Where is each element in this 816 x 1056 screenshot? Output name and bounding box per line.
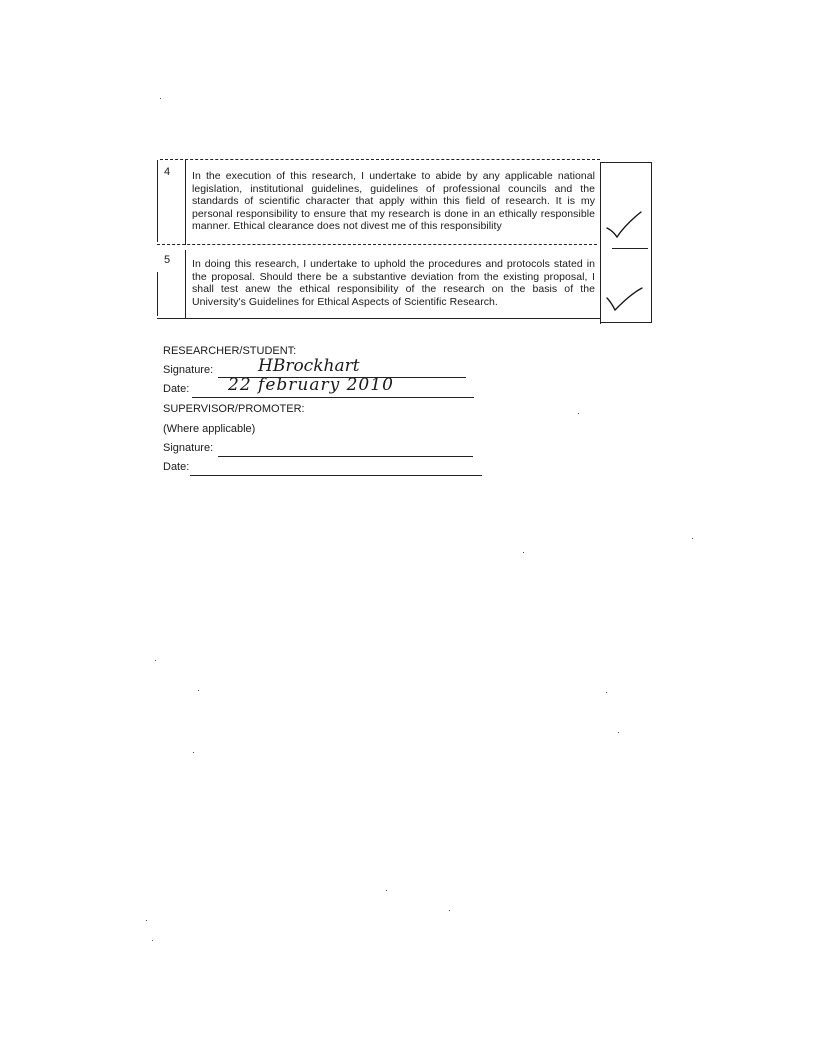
undertaking-number: 5 [164, 254, 171, 266]
scan-speck [160, 98, 161, 99]
scan-speck [386, 890, 387, 891]
check-column-left [600, 162, 601, 324]
row5-left-border [157, 272, 158, 316]
supervisor-date-line [190, 475, 482, 476]
supervisor-note: (Where applicable) [163, 423, 256, 435]
supervisor-heading: SUPERVISOR/PROMOTER: [163, 403, 305, 415]
checkmark-icon [605, 286, 645, 316]
researcher-heading: RESEARCHER/STUDENT: [163, 345, 297, 357]
scan-speck [198, 690, 199, 691]
check-row-divider [612, 248, 648, 249]
scan-speck [449, 910, 450, 911]
scan-speck [523, 552, 524, 553]
row4-top-rule [160, 159, 600, 160]
row-divider [157, 244, 597, 245]
row4-text-divider [185, 160, 186, 245]
scan-speck [152, 940, 153, 941]
supervisor-signature-line [218, 456, 473, 457]
undertaking-number: 4 [164, 166, 171, 178]
researcher-signature-label: Signature: [163, 364, 214, 376]
check-box-top [600, 162, 652, 163]
row4-left-border [157, 160, 158, 242]
scan-speck [618, 732, 619, 733]
scan-speck [146, 920, 147, 921]
row5-bottom-rule [157, 318, 600, 319]
scan-speck [578, 413, 579, 414]
checkmark-icon [605, 210, 645, 240]
scan-speck [606, 692, 607, 693]
supervisor-date-label: Date: [163, 461, 190, 473]
scan-speck [155, 660, 156, 661]
supervisor-signature-label: Signature: [163, 442, 214, 454]
undertaking-text: In the execution of this research, I undertake to abide by any applicable national legislation, institutional guidelines, guidelines of professional councils and the standards of scientific character that apply within this field of research. It is my personal responsibility to ensure that my research is done in an ethically responsible manner. Ethical clearance does not divest me of this responsibility [192, 170, 595, 233]
undertaking-text: In doing this research, I undertake to uphold the procedures and protocols stated in the proposal. Should there be a substantive deviation from the existing proposal, I shall test anew the ethical responsibility of the research on the basis of the University's Guidelines for Ethical Aspects of Scientific Research. [192, 258, 595, 308]
row5-text-divider [185, 250, 186, 318]
scan-speck [193, 752, 194, 753]
researcher-date-line [192, 397, 474, 398]
researcher-signature: HBrockhart [258, 356, 360, 376]
check-column-right [651, 162, 652, 322]
scan-speck [692, 538, 693, 539]
researcher-date: 22 february 2010 [228, 375, 394, 395]
check-box-bottom [600, 322, 652, 323]
researcher-date-label: Date: [163, 383, 190, 395]
